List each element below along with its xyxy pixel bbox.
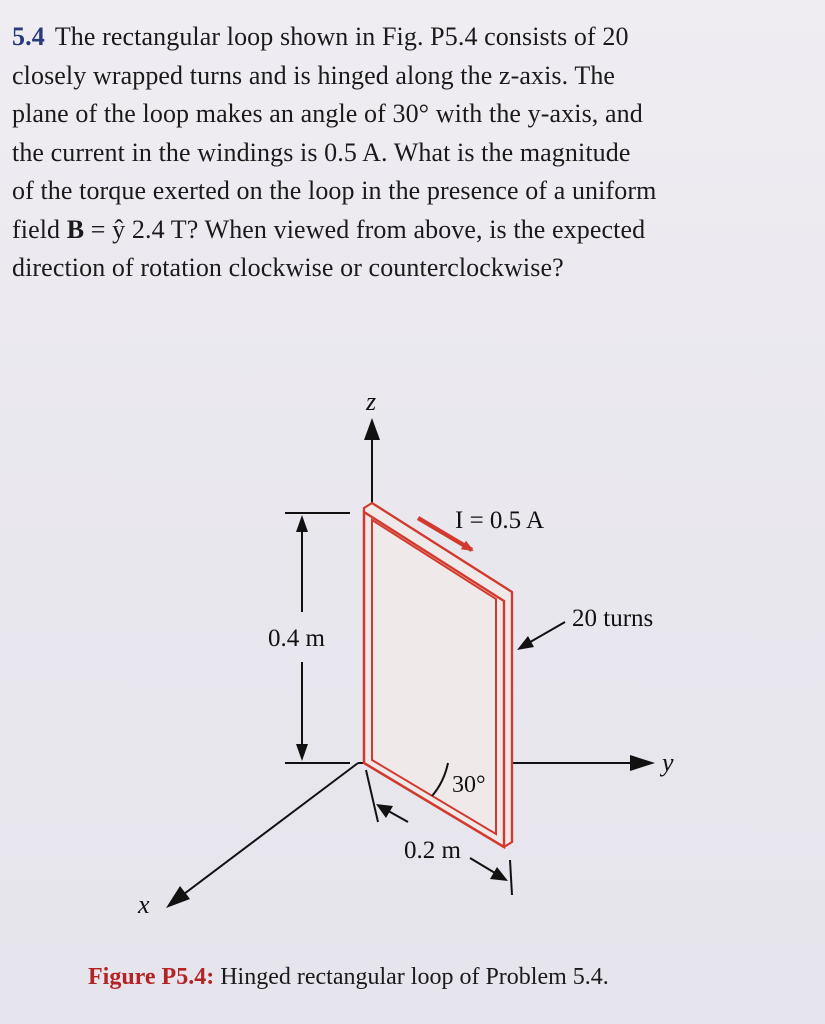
- height-label: 0.4 m: [268, 625, 325, 652]
- x-axis-label: x: [138, 890, 150, 919]
- current-label: I = 0.5 A: [455, 507, 545, 534]
- width-label: 0.2 m: [404, 837, 461, 864]
- x-axis-arrowhead: [166, 886, 190, 908]
- caption-label: Figure P5.4:: [88, 964, 215, 990]
- width-dim-arrow-left: [376, 804, 393, 818]
- height-dim-arrow-down: [296, 744, 308, 761]
- width-dim-right-tick: [510, 860, 512, 895]
- width-dim-arrow-right: [490, 867, 508, 881]
- z-axis-label: z: [366, 387, 377, 416]
- problem-line-5: of the torque exerted on the loop in the presence of a uniform: [12, 176, 657, 205]
- rectangular-loop: [364, 503, 512, 847]
- figure-caption: [88, 962, 788, 992]
- turns-pointer-arrowhead: [517, 636, 534, 650]
- y-axis-label: y: [662, 748, 674, 777]
- problem-line-3: plane of the loop makes an angle of 30° with the y-axis, and: [12, 99, 643, 128]
- problem-line-4: the current in the windings is 0.5 A. What is the magnitude: [12, 137, 631, 167]
- field-vector-b: B: [66, 214, 85, 244]
- turns-label: 20 turns: [572, 605, 654, 632]
- y-axis-arrowhead: [630, 755, 655, 771]
- problem-line-1: 5.4 The rectangular loop shown in Fig. P5.4 consists of 20: [12, 22, 629, 51]
- angle-label: 30°: [452, 772, 486, 798]
- height-dim-arrow-up: [296, 515, 308, 532]
- x-axis: [180, 763, 358, 897]
- z-axis-arrowhead: [364, 418, 380, 440]
- problem-line-2: closely wrapped turns and is hinged along the z-axis. The: [12, 60, 616, 90]
- problem-number: 5.4: [12, 22, 45, 51]
- problem-line-6: field B = ŷ 2.4 T? When viewed from above, is the expected: [12, 214, 646, 244]
- caption-text: Hinged rectangular loop of Problem 5.4.: [214, 964, 609, 990]
- width-dim-left-tick: [366, 770, 378, 822]
- problem-line-7: direction of rotation clockwise or counterclockwise?: [12, 253, 564, 282]
- loop-frame-back: [364, 503, 512, 847]
